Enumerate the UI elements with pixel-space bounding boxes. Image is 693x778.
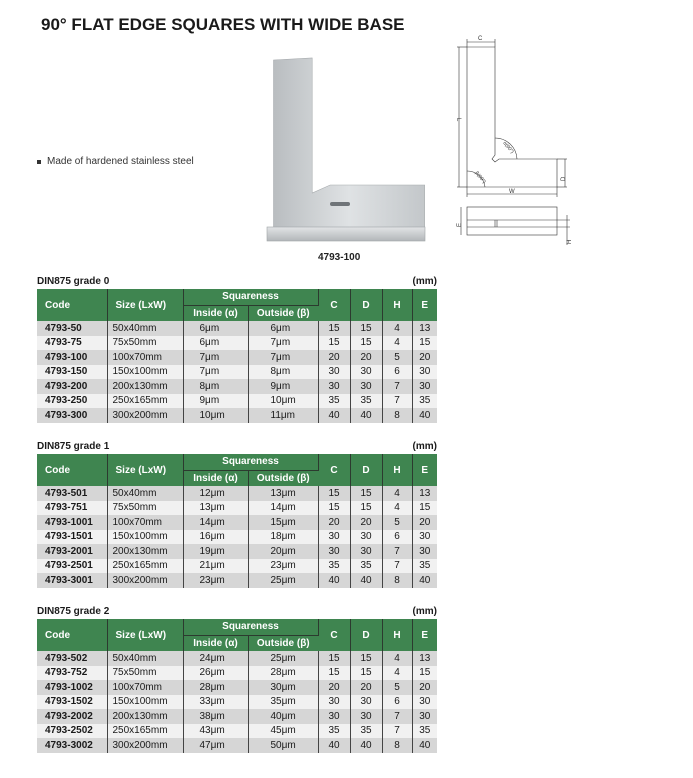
cell-inside: 8μm [183, 379, 248, 394]
cell-h: 7 [382, 379, 412, 394]
cell-outside: 7μm [248, 350, 318, 365]
cell-size: 200x130mm [107, 379, 183, 394]
cell-inside: 7μm [183, 350, 248, 365]
table-row [37, 573, 437, 588]
bottom-view [467, 207, 557, 235]
header-c: C [318, 454, 350, 486]
cell-d: 35 [350, 394, 382, 409]
cell-e: 30 [412, 709, 437, 724]
unit-label: (mm) [412, 276, 437, 287]
cell-c: 35 [318, 724, 350, 739]
cell-outside: 10μm [248, 394, 318, 409]
cell-code: 4793-2001 [37, 544, 107, 559]
cell-inside: 14μm [183, 515, 248, 530]
table-row [37, 695, 437, 710]
label-e: E [457, 222, 463, 227]
cell-c: 15 [318, 321, 350, 336]
cell-size: 200x130mm [107, 709, 183, 724]
cell-outside: 15μm [248, 515, 318, 530]
label-h: H [567, 239, 573, 244]
cell-d: 40 [350, 573, 382, 588]
cell-code: 4793-3002 [37, 738, 107, 753]
cell-code: 4793-150 [37, 365, 107, 380]
header-code: Code [37, 289, 107, 321]
cell-c: 35 [318, 559, 350, 574]
cell-d: 20 [350, 515, 382, 530]
cell-d: 30 [350, 544, 382, 559]
cell-outside: 13μm [248, 486, 318, 501]
cell-inside: 38μm [183, 709, 248, 724]
grade-2-section [37, 606, 437, 753]
cell-h: 8 [382, 573, 412, 588]
cell-h: 4 [382, 651, 412, 666]
table-row [37, 724, 437, 739]
cell-outside: 50μm [248, 738, 318, 753]
cell-outside: 18μm [248, 530, 318, 545]
cell-h: 4 [382, 501, 412, 516]
cell-inside: 9μm [183, 394, 248, 409]
spec-table-grade-1 [37, 454, 437, 588]
label-c: C [478, 36, 483, 42]
table-row [37, 559, 437, 574]
cell-e: 13 [412, 321, 437, 336]
l-shape-outline [467, 47, 557, 187]
unit-label: (mm) [412, 606, 437, 617]
table-row [37, 544, 437, 559]
cell-size: 50x40mm [107, 486, 183, 501]
cell-code: 4793-75 [37, 336, 107, 351]
cell-d: 15 [350, 336, 382, 351]
header-d: D [350, 289, 382, 321]
dimension-drawing [455, 35, 590, 255]
cell-code: 4793-100 [37, 350, 107, 365]
label-l: L [455, 118, 461, 122]
header-c: C [318, 619, 350, 651]
cell-e: 30 [412, 695, 437, 710]
header-outside: Outside (β) [248, 305, 318, 321]
cell-inside: 47μm [183, 738, 248, 753]
table-row [37, 666, 437, 681]
cell-inside: 13μm [183, 501, 248, 516]
cell-size: 50x40mm [107, 651, 183, 666]
cell-size: 250x165mm [107, 724, 183, 739]
spec-table-grade-0 [37, 289, 437, 423]
label-beta: β(90°) [473, 170, 487, 185]
cell-e: 20 [412, 680, 437, 695]
cell-code: 4793-2502 [37, 724, 107, 739]
table-row [37, 530, 437, 545]
table-row [37, 379, 437, 394]
cell-code: 4793-1502 [37, 695, 107, 710]
cell-h: 7 [382, 709, 412, 724]
header-code: Code [37, 619, 107, 651]
cell-h: 6 [382, 530, 412, 545]
cell-code: 4793-501 [37, 486, 107, 501]
cell-e: 30 [412, 365, 437, 380]
cell-c: 30 [318, 530, 350, 545]
cell-outside: 6μm [248, 321, 318, 336]
unit-label: (mm) [412, 441, 437, 452]
cell-d: 30 [350, 530, 382, 545]
cell-inside: 6μm [183, 321, 248, 336]
spec-table-grade-2 [37, 619, 437, 753]
header-outside: Outside (β) [248, 635, 318, 651]
cell-inside: 21μm [183, 559, 248, 574]
cell-outside: 30μm [248, 680, 318, 695]
cell-d: 35 [350, 559, 382, 574]
cell-code: 4793-250 [37, 394, 107, 409]
header-size: Size (LxW) [107, 454, 183, 486]
cell-c: 20 [318, 515, 350, 530]
cell-h: 8 [382, 408, 412, 423]
cell-size: 75x50mm [107, 501, 183, 516]
cell-size: 50x40mm [107, 321, 183, 336]
table-row [37, 321, 437, 336]
table-row [37, 651, 437, 666]
cell-h: 5 [382, 350, 412, 365]
cell-c: 30 [318, 365, 350, 380]
table-row [37, 680, 437, 695]
header-squareness: Squareness [183, 454, 318, 470]
cell-e: 40 [412, 738, 437, 753]
label-alpha: α(90°) [501, 140, 515, 155]
cell-e: 30 [412, 530, 437, 545]
cell-outside: 7μm [248, 336, 318, 351]
cell-code: 4793-752 [37, 666, 107, 681]
cell-code: 4793-502 [37, 651, 107, 666]
cell-outside: 45μm [248, 724, 318, 739]
cell-h: 4 [382, 666, 412, 681]
cell-code: 4793-1001 [37, 515, 107, 530]
cell-h: 5 [382, 680, 412, 695]
cell-h: 7 [382, 724, 412, 739]
cell-c: 30 [318, 709, 350, 724]
base-plate [267, 227, 425, 241]
cell-e: 35 [412, 394, 437, 409]
grade-title: DIN875 grade 1 [37, 441, 110, 452]
cell-d: 40 [350, 738, 382, 753]
cell-c: 20 [318, 350, 350, 365]
cell-d: 35 [350, 724, 382, 739]
cell-outside: 25μm [248, 651, 318, 666]
cell-e: 20 [412, 515, 437, 530]
header-h: H [382, 619, 412, 651]
cell-d: 15 [350, 666, 382, 681]
cell-d: 15 [350, 501, 382, 516]
table-row [37, 501, 437, 516]
cell-h: 4 [382, 321, 412, 336]
header-d: D [350, 454, 382, 486]
cell-d: 30 [350, 695, 382, 710]
cell-h: 5 [382, 515, 412, 530]
cell-inside: 7μm [183, 365, 248, 380]
grade-1-section [37, 441, 437, 588]
cell-d: 15 [350, 321, 382, 336]
cell-e: 15 [412, 501, 437, 516]
cell-code: 4793-2501 [37, 559, 107, 574]
cell-size: 250x165mm [107, 559, 183, 574]
cell-e: 40 [412, 573, 437, 588]
header-c: C [318, 289, 350, 321]
cell-inside: 33μm [183, 695, 248, 710]
cell-c: 15 [318, 336, 350, 351]
cell-outside: 28μm [248, 666, 318, 681]
header-inside: Inside (α) [183, 470, 248, 486]
cell-e: 13 [412, 651, 437, 666]
cell-h: 6 [382, 365, 412, 380]
cell-e: 30 [412, 379, 437, 394]
cell-e: 15 [412, 666, 437, 681]
header-outside: Outside (β) [248, 470, 318, 486]
cell-code: 4793-2002 [37, 709, 107, 724]
cell-h: 4 [382, 336, 412, 351]
table-row [37, 394, 437, 409]
cell-d: 20 [350, 680, 382, 695]
cell-e: 35 [412, 724, 437, 739]
cell-c: 40 [318, 573, 350, 588]
cell-outside: 11μm [248, 408, 318, 423]
grade-title: DIN875 grade 2 [37, 606, 110, 617]
cell-size: 300x200mm [107, 738, 183, 753]
cell-size: 250x165mm [107, 394, 183, 409]
cell-size: 100x70mm [107, 515, 183, 530]
header-squareness: Squareness [183, 289, 318, 305]
header-h: H [382, 454, 412, 486]
header-size: Size (LxW) [107, 289, 183, 321]
cell-e: 35 [412, 559, 437, 574]
cell-e: 13 [412, 486, 437, 501]
table-row [37, 738, 437, 753]
cell-d: 20 [350, 350, 382, 365]
table-row [37, 350, 437, 365]
cell-e: 15 [412, 336, 437, 351]
cell-code: 4793-1501 [37, 530, 107, 545]
table-row [37, 408, 437, 423]
cell-inside: 19μm [183, 544, 248, 559]
cell-c: 15 [318, 666, 350, 681]
cell-inside: 6μm [183, 336, 248, 351]
cell-inside: 26μm [183, 666, 248, 681]
cell-code: 4793-751 [37, 501, 107, 516]
label-d: D [561, 176, 567, 181]
cell-inside: 28μm [183, 680, 248, 695]
table-row [37, 515, 437, 530]
cell-outside: 23μm [248, 559, 318, 574]
header-e: E [412, 619, 437, 651]
cell-code: 4793-300 [37, 408, 107, 423]
table-row [37, 365, 437, 380]
cell-inside: 23μm [183, 573, 248, 588]
cell-outside: 35μm [248, 695, 318, 710]
page-title: 90° FLAT EDGE SQUARES WITH WIDE BASE [41, 15, 405, 34]
cell-d: 15 [350, 486, 382, 501]
cell-size: 150x100mm [107, 530, 183, 545]
cell-inside: 10μm [183, 408, 248, 423]
grade-0-section [37, 276, 437, 423]
cell-size: 150x100mm [107, 365, 183, 380]
cell-c: 15 [318, 501, 350, 516]
feature-list-item [37, 156, 194, 167]
cell-e: 40 [412, 408, 437, 423]
cell-size: 300x200mm [107, 408, 183, 423]
cell-inside: 43μm [183, 724, 248, 739]
cell-size: 75x50mm [107, 336, 183, 351]
cell-h: 6 [382, 695, 412, 710]
cell-outside: 8μm [248, 365, 318, 380]
cell-size: 100x70mm [107, 680, 183, 695]
cell-inside: 12μm [183, 486, 248, 501]
cell-outside: 40μm [248, 709, 318, 724]
cell-outside: 9μm [248, 379, 318, 394]
cell-code: 4793-1002 [37, 680, 107, 695]
header-inside: Inside (α) [183, 635, 248, 651]
cell-c: 30 [318, 544, 350, 559]
cell-e: 30 [412, 544, 437, 559]
table-row [37, 709, 437, 724]
cell-c: 40 [318, 408, 350, 423]
cell-c: 35 [318, 394, 350, 409]
photo-caption: 4793-100 [318, 252, 361, 263]
header-squareness: Squareness [183, 619, 318, 635]
label-w: W [509, 189, 515, 195]
header-inside: Inside (α) [183, 305, 248, 321]
cell-d: 30 [350, 365, 382, 380]
cell-h: 7 [382, 544, 412, 559]
header-code: Code [37, 454, 107, 486]
cell-h: 4 [382, 486, 412, 501]
bullet-icon [37, 160, 41, 164]
cell-outside: 25μm [248, 573, 318, 588]
cell-c: 30 [318, 379, 350, 394]
table-row [37, 486, 437, 501]
cell-h: 7 [382, 559, 412, 574]
cell-h: 8 [382, 738, 412, 753]
cell-code: 4793-50 [37, 321, 107, 336]
header-size: Size (LxW) [107, 619, 183, 651]
cell-size: 200x130mm [107, 544, 183, 559]
feature-text: Made of hardened stainless steel [47, 156, 194, 167]
cell-code: 4793-3001 [37, 573, 107, 588]
cell-c: 20 [318, 680, 350, 695]
cell-h: 7 [382, 394, 412, 409]
cell-c: 30 [318, 695, 350, 710]
cell-d: 40 [350, 408, 382, 423]
header-e: E [412, 454, 437, 486]
cell-e: 20 [412, 350, 437, 365]
header-h: H [382, 289, 412, 321]
cell-code: 4793-200 [37, 379, 107, 394]
grade-title: DIN875 grade 0 [37, 276, 110, 287]
cell-outside: 14μm [248, 501, 318, 516]
cell-size: 75x50mm [107, 666, 183, 681]
cell-inside: 16μm [183, 530, 248, 545]
header-d: D [350, 619, 382, 651]
cell-size: 100x70mm [107, 350, 183, 365]
cell-inside: 24μm [183, 651, 248, 666]
flat-edge-square-photo [262, 55, 432, 250]
cell-size: 300x200mm [107, 573, 183, 588]
table-row [37, 336, 437, 351]
header-e: E [412, 289, 437, 321]
cell-d: 15 [350, 651, 382, 666]
cell-c: 15 [318, 486, 350, 501]
cell-d: 30 [350, 379, 382, 394]
cell-d: 30 [350, 709, 382, 724]
cell-outside: 20μm [248, 544, 318, 559]
cell-c: 15 [318, 651, 350, 666]
cell-c: 40 [318, 738, 350, 753]
cell-size: 150x100mm [107, 695, 183, 710]
